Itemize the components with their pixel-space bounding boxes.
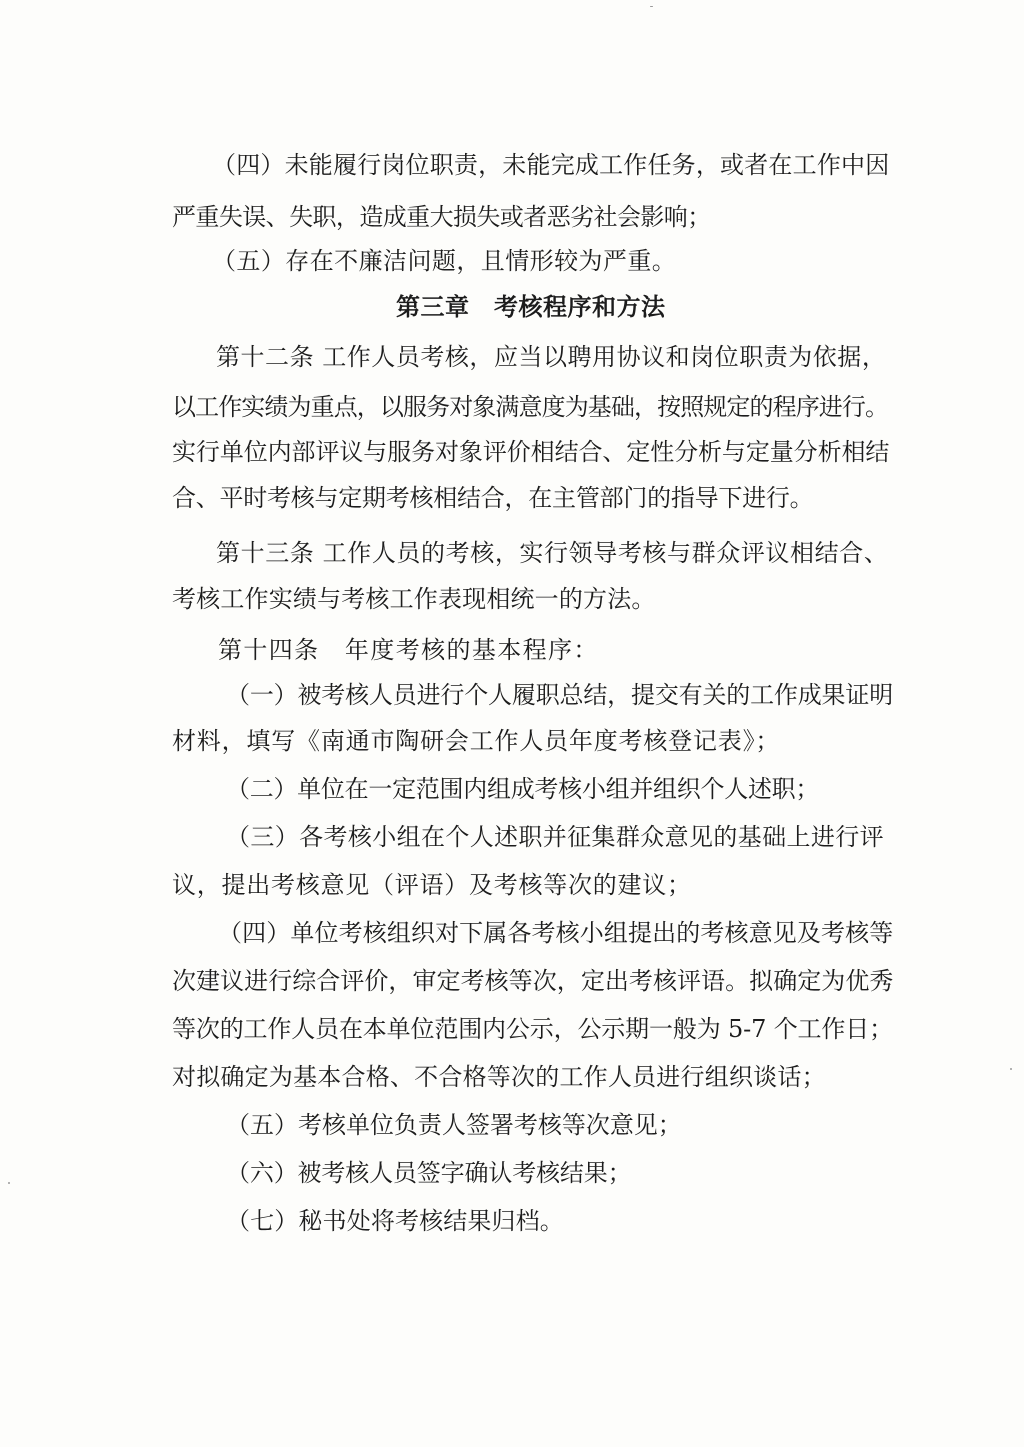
text-line: 以工作实绩为重点，以服务对象满意度为基础，按照规定的程序进行。 [172, 393, 889, 421]
text-line: 材料，填写《南通市陶研会工作人员年度考核登记表》； [172, 727, 781, 755]
text-line: （五）存在不廉洁问题，且情形较为严重。 [212, 247, 677, 275]
text-line: （一）被考核人员进行个人履职总结，提交有关的工作成果证明 [226, 681, 894, 709]
text-line: 实行单位内部评议与服务对象评价相结合、定性分析与定量分析相结 [172, 438, 890, 466]
scan-speck [1010, 1068, 1012, 1070]
text-line: （六）被考核人员签字确认考核结果； [226, 1159, 632, 1187]
text-line: 合、平时考核与定期考核相结合，在主管部门的指导下进行。 [172, 484, 814, 512]
chapter-heading: 第三章 考核程序和方法 [396, 293, 666, 321]
text-line: 议，提出考核意见（评语）及考核等次的建议； [172, 871, 692, 899]
text-line: （二）单位在一定范围内组成考核小组并组织个人述职； [226, 775, 820, 803]
text-line: 等次的工作人员在本单位范围内公示，公示期一般为 5-7 个工作日； [172, 1015, 893, 1043]
text-line: （四）单位考核组织对下属各考核小组提出的考核意见及考核等 [218, 919, 894, 947]
text-line: 对拟确定为基本合格、不合格等次的工作人员进行组织谈话； [172, 1063, 826, 1091]
text-line: （七）秘书处将考核结果归档。 [226, 1207, 564, 1235]
text-line: 次建议进行综合评价，审定考核等次，定出考核评语。拟确定为优秀 [172, 967, 894, 995]
text-line: 第十二条 工作人员考核，应当以聘用协议和岗位职责为依据， [216, 343, 887, 371]
scan-speck [650, 6, 653, 7]
text-line: 第十三条 工作人员的考核，实行领导考核与群众评议相结合、 [216, 539, 889, 567]
text-line: 严重失误、失职，造成重大损失或者恶劣社会影响； [172, 203, 711, 231]
text-line: （四）未能履行岗位职责，未能完成工作任务，或者在工作中因 [212, 151, 890, 179]
scan-speck [8, 1182, 10, 1184]
text-line: （三）各考核小组在个人述职并征集群众意见的基础上进行评 [226, 823, 884, 851]
text-line: 考核工作实绩与考核工作表现相统一的方法。 [172, 585, 656, 613]
text-line: 第十四条 年度考核的基本程序： [218, 636, 599, 664]
text-line: （五）考核单位负责人签署考核等次意见； [226, 1111, 682, 1139]
